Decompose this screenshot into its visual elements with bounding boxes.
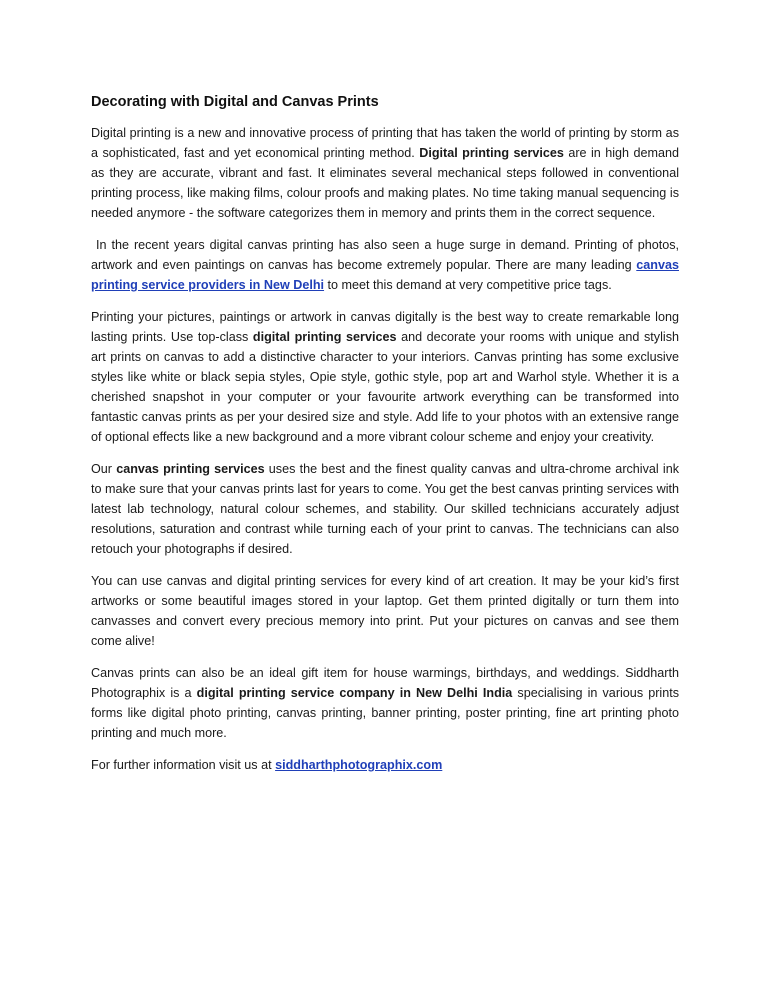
text-run: You can use canvas and digital printing services for every kind of art creation. It may be your kid’s first artworks or some beautiful images stored in your laptop. Get them printed digitally or turn them into canvasses and convert every precious memory into print. Put your pictures on canvas and see them come alive! [91, 574, 679, 648]
text-run: In the recent years digital canvas printing has also seen a huge surge in demand. Printing of photos, artwork and even paintings on canvas has become extremely popular. There are many leading [91, 238, 683, 272]
text-run: specialising in various prints forms like digital photo printing, canvas printing, banner printing, poster printing, fine art printing photo printing and much more. [91, 686, 680, 740]
document-page [91, 93, 683, 787]
bold-text: digital printing service company in New Delhi India [196, 686, 513, 700]
text-run: to meet this demand at very competitive price tags. [324, 278, 612, 292]
website-link[interactable]: siddharthphotographix.com [275, 758, 443, 772]
paragraph-canvas-demand [91, 235, 683, 295]
text-run: Printing your pictures, paintings or artwork in canvas digitally is the best way to create remarkable long lasting prints. Use top-class [91, 310, 679, 344]
paragraph-art-creation [91, 571, 679, 651]
paragraph-printing-pictures [91, 307, 679, 447]
text-run: are in high demand as they are accurate, vibrant and fast. It eliminates several mechanical steps followed in conventional printing process, like making films, colour proofs and making plates. No time taking manual sequencing is needed anymore - the software categorizes them in memory and prints them in the correct sequence. [91, 146, 680, 220]
text-run: For further information visit us at [91, 758, 276, 772]
canvas-providers-link[interactable]: canvas printing service providers in New Delhi [91, 258, 679, 292]
paragraph-gift-item [91, 663, 679, 743]
paragraph-intro [91, 123, 679, 223]
text-run: Digital printing is a new and innovative process of printing that has taken the world of printing by storm as a sophisticated, fast and yet economical printing method. [91, 126, 679, 160]
text-run: Canvas prints can also be an ideal gift item for house warmings, birthdays, and weddings. Siddharth Photographix is a [91, 666, 679, 700]
text-run: uses the best and the finest quality canvas and ultra-chrome archival ink to make sure that your canvas prints last for years to come. You get the best canvas printing services with latest lab technology, natural colour schemes, and stability. Our skilled technicians accurately adjust resolutions, saturation and contrast while turning each of your print to canvas. The technicians can also retouch your photographs if desired. [91, 462, 680, 556]
text-run: Our [91, 462, 117, 476]
paragraph-our-services [91, 459, 679, 559]
bold-text: digital printing services [252, 330, 397, 344]
bold-text: canvas printing services [116, 462, 265, 476]
bold-text: Digital printing services [419, 146, 564, 160]
page-title: Decorating with Digital and Canvas Prints [91, 94, 379, 110]
paragraph-further-info [91, 755, 679, 775]
text-run: and decorate your rooms with unique and stylish art prints on canvas to add a distinctive character to your interiors. Canvas printing has some exclusive styles like white or black sepia styles, Opie style, gothic style, pop art and Warhol style. Whether it is a cherished snapshot in your computer or your favourite artwork everything can be transformed into fantastic canvas prints as per your desired size and style. Add life to your photos with an extensive range of optional effects like a new background and a more vibrant colour scheme and enjoy your creativity. [91, 330, 679, 444]
